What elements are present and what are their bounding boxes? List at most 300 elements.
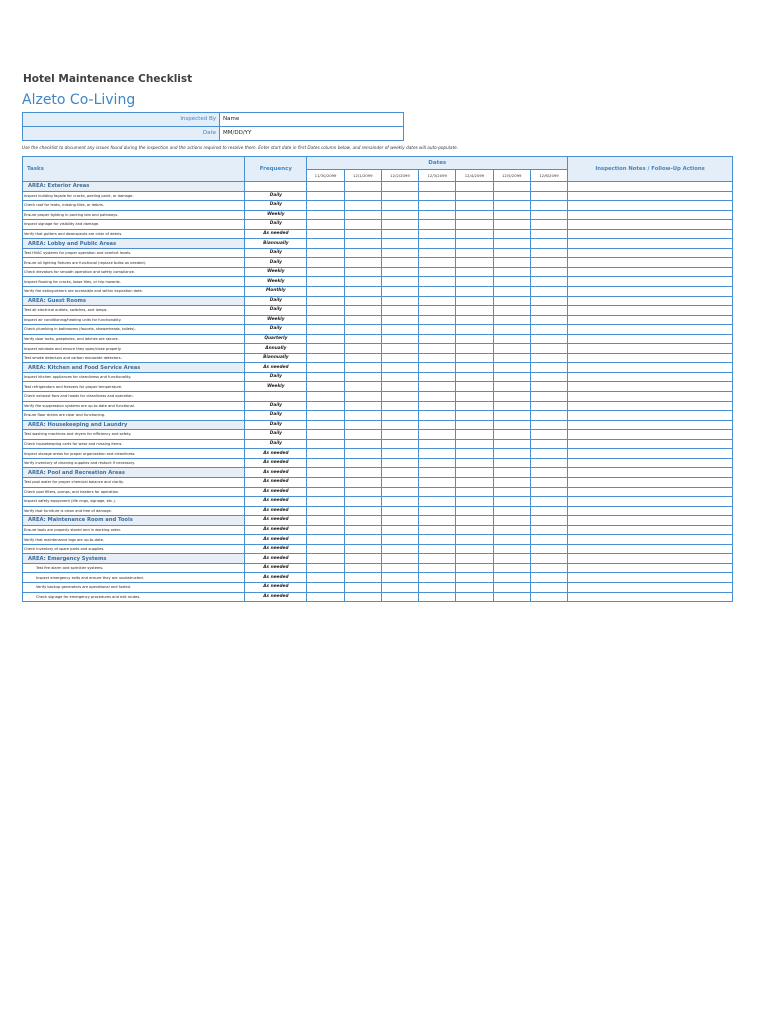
date-check-cell[interactable]: [530, 477, 567, 487]
date-check-cell[interactable]: [381, 287, 418, 297]
date-check-cell[interactable]: [307, 430, 344, 440]
date-check-cell[interactable]: [307, 411, 344, 421]
date-check-cell[interactable]: [344, 401, 381, 411]
date-check-cell[interactable]: [344, 420, 381, 430]
frequency-cell[interactable]: As needed: [245, 458, 307, 468]
date-check-cell[interactable]: [493, 210, 530, 220]
date-check-cell[interactable]: [419, 544, 456, 554]
date-check-cell[interactable]: [381, 267, 418, 277]
date-check-cell[interactable]: [344, 563, 381, 573]
frequency-cell[interactable]: As needed: [245, 582, 307, 592]
date-check-cell[interactable]: [307, 353, 344, 363]
notes-cell[interactable]: [568, 315, 733, 325]
date-check-cell[interactable]: [307, 487, 344, 497]
date-check-cell[interactable]: [530, 392, 567, 402]
date-check-cell[interactable]: [344, 296, 381, 306]
date-check-cell[interactable]: [530, 535, 567, 545]
date-column-header[interactable]: 12/3/2099: [419, 170, 456, 182]
notes-cell[interactable]: [568, 525, 733, 535]
date-check-cell[interactable]: [419, 411, 456, 421]
date-check-cell[interactable]: [381, 439, 418, 449]
frequency-cell[interactable]: As needed: [245, 544, 307, 554]
date-check-cell[interactable]: [344, 239, 381, 249]
date-check-cell[interactable]: [419, 287, 456, 297]
date-check-cell[interactable]: [381, 382, 418, 392]
date-check-cell[interactable]: [381, 420, 418, 430]
date-check-cell[interactable]: [307, 516, 344, 526]
frequency-cell[interactable]: Daily: [245, 411, 307, 421]
frequency-cell[interactable]: As needed: [245, 573, 307, 583]
date-check-cell[interactable]: [344, 582, 381, 592]
date-column-header[interactable]: 11/30/2099: [307, 170, 344, 182]
date-check-cell[interactable]: [530, 516, 567, 526]
frequency-cell[interactable]: As needed: [245, 449, 307, 459]
date-check-cell[interactable]: [493, 315, 530, 325]
date-check-cell[interactable]: [419, 392, 456, 402]
date-check-cell[interactable]: [493, 372, 530, 382]
date-check-cell[interactable]: [493, 239, 530, 249]
date-check-cell[interactable]: [419, 277, 456, 287]
notes-cell[interactable]: [568, 363, 733, 373]
date-check-cell[interactable]: [419, 516, 456, 526]
date-check-cell[interactable]: [344, 372, 381, 382]
date-check-cell[interactable]: [381, 516, 418, 526]
date-check-cell[interactable]: [307, 239, 344, 249]
date-check-cell[interactable]: [419, 439, 456, 449]
date-check-cell[interactable]: [344, 544, 381, 554]
notes-cell[interactable]: [568, 449, 733, 459]
date-check-cell[interactable]: [493, 229, 530, 239]
date-check-cell[interactable]: [344, 554, 381, 564]
date-check-cell[interactable]: [307, 210, 344, 220]
date-check-cell[interactable]: [419, 506, 456, 516]
date-check-cell[interactable]: [344, 182, 381, 192]
frequency-cell[interactable]: As needed: [245, 525, 307, 535]
date-check-cell[interactable]: [307, 401, 344, 411]
date-check-cell[interactable]: [530, 554, 567, 564]
date-check-cell[interactable]: [344, 497, 381, 507]
frequency-cell[interactable]: Daily: [245, 201, 307, 211]
notes-cell[interactable]: [568, 592, 733, 602]
frequency-cell[interactable]: Weekly: [245, 315, 307, 325]
date-check-cell[interactable]: [381, 372, 418, 382]
frequency-cell[interactable]: Weekly: [245, 210, 307, 220]
date-check-cell[interactable]: [307, 525, 344, 535]
notes-cell[interactable]: [568, 344, 733, 354]
date-check-cell[interactable]: [381, 535, 418, 545]
date-check-cell[interactable]: [381, 401, 418, 411]
date-check-cell[interactable]: [419, 229, 456, 239]
date-check-cell[interactable]: [419, 201, 456, 211]
notes-cell[interactable]: [568, 497, 733, 507]
date-check-cell[interactable]: [381, 582, 418, 592]
date-check-cell[interactable]: [456, 220, 493, 230]
date-check-cell[interactable]: [493, 525, 530, 535]
date-check-cell[interactable]: [493, 497, 530, 507]
date-check-cell[interactable]: [456, 210, 493, 220]
date-check-cell[interactable]: [307, 201, 344, 211]
notes-cell[interactable]: [568, 430, 733, 440]
date-check-cell[interactable]: [344, 210, 381, 220]
date-check-cell[interactable]: [530, 287, 567, 297]
date-check-cell[interactable]: [381, 487, 418, 497]
frequency-cell[interactable]: Daily: [245, 325, 307, 335]
date-check-cell[interactable]: [530, 439, 567, 449]
date-check-cell[interactable]: [493, 258, 530, 268]
date-check-cell[interactable]: [493, 592, 530, 602]
date-check-cell[interactable]: [381, 468, 418, 478]
date-check-cell[interactable]: [419, 372, 456, 382]
date-check-cell[interactable]: [344, 267, 381, 277]
date-check-cell[interactable]: [493, 382, 530, 392]
notes-cell[interactable]: [568, 382, 733, 392]
date-check-cell[interactable]: [530, 277, 567, 287]
notes-cell[interactable]: [568, 401, 733, 411]
date-check-cell[interactable]: [419, 582, 456, 592]
date-check-cell[interactable]: [493, 306, 530, 316]
date-check-cell[interactable]: [456, 258, 493, 268]
date-check-cell[interactable]: [456, 229, 493, 239]
date-check-cell[interactable]: [381, 449, 418, 459]
date-check-cell[interactable]: [493, 344, 530, 354]
notes-cell[interactable]: [568, 392, 733, 402]
date-check-cell[interactable]: [530, 182, 567, 192]
date-check-cell[interactable]: [344, 487, 381, 497]
date-check-cell[interactable]: [419, 191, 456, 201]
date-check-cell[interactable]: [307, 220, 344, 230]
date-check-cell[interactable]: [381, 334, 418, 344]
date-check-cell[interactable]: [344, 506, 381, 516]
notes-cell[interactable]: [568, 487, 733, 497]
date-check-cell[interactable]: [381, 191, 418, 201]
date-check-cell[interactable]: [530, 487, 567, 497]
frequency-cell[interactable]: As needed: [245, 363, 307, 373]
date-check-cell[interactable]: [381, 201, 418, 211]
notes-cell[interactable]: [568, 220, 733, 230]
date-check-cell[interactable]: [307, 392, 344, 402]
date-check-cell[interactable]: [381, 239, 418, 249]
date-check-cell[interactable]: [307, 382, 344, 392]
date-check-cell[interactable]: [530, 306, 567, 316]
date-check-cell[interactable]: [530, 458, 567, 468]
date-check-cell[interactable]: [530, 468, 567, 478]
notes-cell[interactable]: [568, 458, 733, 468]
date-check-cell[interactable]: [307, 267, 344, 277]
frequency-cell[interactable]: Weekly: [245, 277, 307, 287]
date-check-cell[interactable]: [493, 353, 530, 363]
date-check-cell[interactable]: [381, 248, 418, 258]
date-check-cell[interactable]: [381, 210, 418, 220]
frequency-cell[interactable]: As needed: [245, 592, 307, 602]
date-check-cell[interactable]: [344, 392, 381, 402]
date-check-cell[interactable]: [344, 468, 381, 478]
date-check-cell[interactable]: [493, 458, 530, 468]
date-check-cell[interactable]: [530, 210, 567, 220]
date-check-cell[interactable]: [344, 363, 381, 373]
date-check-cell[interactable]: [419, 306, 456, 316]
notes-cell[interactable]: [568, 516, 733, 526]
notes-cell[interactable]: [568, 182, 733, 192]
date-check-cell[interactable]: [493, 182, 530, 192]
date-check-cell[interactable]: [307, 563, 344, 573]
date-check-cell[interactable]: [307, 372, 344, 382]
date-check-cell[interactable]: [530, 382, 567, 392]
frequency-cell[interactable]: Daily: [245, 258, 307, 268]
date-check-cell[interactable]: [381, 220, 418, 230]
notes-cell[interactable]: [568, 296, 733, 306]
notes-cell[interactable]: [568, 535, 733, 545]
date-check-cell[interactable]: [456, 439, 493, 449]
date-check-cell[interactable]: [419, 267, 456, 277]
date-check-cell[interactable]: [493, 401, 530, 411]
frequency-cell[interactable]: Quarterly: [245, 334, 307, 344]
date-column-header[interactable]: 12/4/2099: [456, 170, 493, 182]
date-check-cell[interactable]: [456, 325, 493, 335]
date-check-cell[interactable]: [344, 229, 381, 239]
date-check-cell[interactable]: [530, 353, 567, 363]
date-check-cell[interactable]: [493, 506, 530, 516]
frequency-cell[interactable]: Daily: [245, 296, 307, 306]
date-check-cell[interactable]: [344, 201, 381, 211]
date-check-cell[interactable]: [419, 535, 456, 545]
notes-cell[interactable]: [568, 191, 733, 201]
frequency-cell[interactable]: [245, 182, 307, 192]
date-column-header[interactable]: 12/5/2099: [493, 170, 530, 182]
frequency-cell[interactable]: Daily: [245, 248, 307, 258]
notes-cell[interactable]: [568, 239, 733, 249]
date-check-cell[interactable]: [493, 468, 530, 478]
date-check-cell[interactable]: [456, 277, 493, 287]
date-check-cell[interactable]: [344, 220, 381, 230]
date-check-cell[interactable]: [456, 267, 493, 277]
date-column-header[interactable]: 12/2/2099: [381, 170, 418, 182]
date-check-cell[interactable]: [530, 229, 567, 239]
date-check-cell[interactable]: [493, 487, 530, 497]
date-check-cell[interactable]: [307, 573, 344, 583]
notes-cell[interactable]: [568, 420, 733, 430]
date-check-cell[interactable]: [493, 287, 530, 297]
date-check-cell[interactable]: [381, 277, 418, 287]
date-check-cell[interactable]: [493, 363, 530, 373]
notes-cell[interactable]: [568, 477, 733, 487]
date-check-cell[interactable]: [493, 191, 530, 201]
date-check-cell[interactable]: [456, 420, 493, 430]
date-check-cell[interactable]: [456, 372, 493, 382]
date-check-cell[interactable]: [456, 430, 493, 440]
date-check-cell[interactable]: [344, 258, 381, 268]
date-check-cell[interactable]: [456, 516, 493, 526]
date-check-cell[interactable]: [419, 353, 456, 363]
frequency-cell[interactable]: Daily: [245, 401, 307, 411]
date-check-cell[interactable]: [530, 267, 567, 277]
date-check-cell[interactable]: [493, 582, 530, 592]
date-check-cell[interactable]: [307, 287, 344, 297]
frequency-cell[interactable]: As needed: [245, 497, 307, 507]
date-check-cell[interactable]: [493, 201, 530, 211]
date-check-cell[interactable]: [530, 296, 567, 306]
date-check-cell[interactable]: [344, 353, 381, 363]
date-check-cell[interactable]: [419, 325, 456, 335]
date-check-cell[interactable]: [381, 430, 418, 440]
date-check-cell[interactable]: [419, 401, 456, 411]
frequency-cell[interactable]: Weekly: [245, 267, 307, 277]
date-check-cell[interactable]: [419, 430, 456, 440]
date-check-cell[interactable]: [493, 277, 530, 287]
date-check-cell[interactable]: [307, 554, 344, 564]
frequency-cell[interactable]: As needed: [245, 468, 307, 478]
date-check-cell[interactable]: [419, 182, 456, 192]
date-check-cell[interactable]: [493, 535, 530, 545]
frequency-cell[interactable]: As needed: [245, 477, 307, 487]
date-check-cell[interactable]: [493, 573, 530, 583]
date-check-cell[interactable]: [307, 420, 344, 430]
date-check-cell[interactable]: [381, 392, 418, 402]
date-check-cell[interactable]: [307, 506, 344, 516]
date-check-cell[interactable]: [493, 334, 530, 344]
frequency-cell[interactable]: Monthly: [245, 287, 307, 297]
date-check-cell[interactable]: [419, 220, 456, 230]
date-check-cell[interactable]: [307, 182, 344, 192]
frequency-cell[interactable]: [245, 392, 307, 402]
date-check-cell[interactable]: [493, 477, 530, 487]
date-check-cell[interactable]: [344, 458, 381, 468]
date-check-cell[interactable]: [530, 411, 567, 421]
notes-cell[interactable]: [568, 353, 733, 363]
date-check-cell[interactable]: [344, 306, 381, 316]
notes-cell[interactable]: [568, 287, 733, 297]
notes-cell[interactable]: [568, 210, 733, 220]
date-check-cell[interactable]: [493, 516, 530, 526]
notes-cell[interactable]: [568, 325, 733, 335]
frequency-cell[interactable]: As needed: [245, 554, 307, 564]
date-check-cell[interactable]: [530, 401, 567, 411]
date-check-cell[interactable]: [493, 430, 530, 440]
date-check-cell[interactable]: [381, 315, 418, 325]
date-check-cell[interactable]: [456, 334, 493, 344]
notes-cell[interactable]: [568, 372, 733, 382]
date-check-cell[interactable]: [530, 315, 567, 325]
frequency-cell[interactable]: Daily: [245, 439, 307, 449]
date-check-cell[interactable]: [307, 497, 344, 507]
date-column-header[interactable]: 12/6/2099: [530, 170, 567, 182]
date-check-cell[interactable]: [419, 554, 456, 564]
date-check-cell[interactable]: [307, 258, 344, 268]
date-check-cell[interactable]: [456, 382, 493, 392]
date-check-cell[interactable]: [419, 420, 456, 430]
notes-cell[interactable]: [568, 306, 733, 316]
date-check-cell[interactable]: [381, 258, 418, 268]
date-check-cell[interactable]: [381, 296, 418, 306]
date-check-cell[interactable]: [456, 411, 493, 421]
date-check-cell[interactable]: [456, 477, 493, 487]
notes-cell[interactable]: [568, 563, 733, 573]
date-check-cell[interactable]: [456, 392, 493, 402]
date-check-cell[interactable]: [344, 287, 381, 297]
notes-cell[interactable]: [568, 573, 733, 583]
date-check-cell[interactable]: [307, 363, 344, 373]
date-check-cell[interactable]: [307, 535, 344, 545]
date-check-cell[interactable]: [344, 525, 381, 535]
date-check-cell[interactable]: [456, 573, 493, 583]
date-check-cell[interactable]: [419, 573, 456, 583]
date-check-cell[interactable]: [381, 182, 418, 192]
date-check-cell[interactable]: [456, 487, 493, 497]
notes-cell[interactable]: [568, 201, 733, 211]
date-check-cell[interactable]: [344, 191, 381, 201]
date-check-cell[interactable]: [419, 315, 456, 325]
date-check-cell[interactable]: [307, 334, 344, 344]
date-check-cell[interactable]: [344, 248, 381, 258]
date-check-cell[interactable]: [307, 191, 344, 201]
date-check-cell[interactable]: [381, 544, 418, 554]
notes-cell[interactable]: [568, 554, 733, 564]
date-check-cell[interactable]: [456, 506, 493, 516]
date-check-cell[interactable]: [381, 344, 418, 354]
frequency-cell[interactable]: Annually: [245, 344, 307, 354]
notes-cell[interactable]: [568, 468, 733, 478]
date-check-cell[interactable]: [344, 344, 381, 354]
frequency-cell[interactable]: Daily: [245, 430, 307, 440]
date-check-cell[interactable]: [344, 382, 381, 392]
date-check-cell[interactable]: [456, 353, 493, 363]
date-check-cell[interactable]: [344, 449, 381, 459]
date-check-cell[interactable]: [456, 401, 493, 411]
frequency-cell[interactable]: As needed: [245, 563, 307, 573]
date-check-cell[interactable]: [456, 201, 493, 211]
notes-cell[interactable]: [568, 248, 733, 258]
date-check-cell[interactable]: [456, 468, 493, 478]
date-check-cell[interactable]: [344, 277, 381, 287]
date-check-cell[interactable]: [530, 363, 567, 373]
date-check-cell[interactable]: [456, 544, 493, 554]
notes-cell[interactable]: [568, 334, 733, 344]
date-check-cell[interactable]: [344, 573, 381, 583]
frequency-cell[interactable]: As needed: [245, 506, 307, 516]
date-check-cell[interactable]: [307, 468, 344, 478]
notes-cell[interactable]: [568, 582, 733, 592]
date-check-cell[interactable]: [419, 248, 456, 258]
date-check-cell[interactable]: [381, 563, 418, 573]
date-check-cell[interactable]: [381, 363, 418, 373]
date-check-cell[interactable]: [456, 296, 493, 306]
date-check-cell[interactable]: [307, 582, 344, 592]
date-check-cell[interactable]: [456, 363, 493, 373]
date-check-cell[interactable]: [419, 468, 456, 478]
date-check-cell[interactable]: [381, 506, 418, 516]
date-check-cell[interactable]: [493, 554, 530, 564]
date-check-cell[interactable]: [530, 563, 567, 573]
date-check-cell[interactable]: [456, 191, 493, 201]
date-check-cell[interactable]: [419, 449, 456, 459]
frequency-cell[interactable]: Daily: [245, 420, 307, 430]
date-check-cell[interactable]: [530, 239, 567, 249]
date-check-cell[interactable]: [530, 344, 567, 354]
date-check-cell[interactable]: [530, 506, 567, 516]
date-check-cell[interactable]: [307, 344, 344, 354]
date-check-cell[interactable]: [344, 315, 381, 325]
date-check-cell[interactable]: [381, 592, 418, 602]
date-check-cell[interactable]: [381, 497, 418, 507]
date-check-cell[interactable]: [493, 220, 530, 230]
date-check-cell[interactable]: [493, 296, 530, 306]
date-check-cell[interactable]: [419, 458, 456, 468]
date-check-cell[interactable]: [456, 563, 493, 573]
date-check-cell[interactable]: [381, 353, 418, 363]
date-check-cell[interactable]: [307, 277, 344, 287]
date-check-cell[interactable]: [419, 210, 456, 220]
date-check-cell[interactable]: [456, 497, 493, 507]
date-check-cell[interactable]: [530, 191, 567, 201]
